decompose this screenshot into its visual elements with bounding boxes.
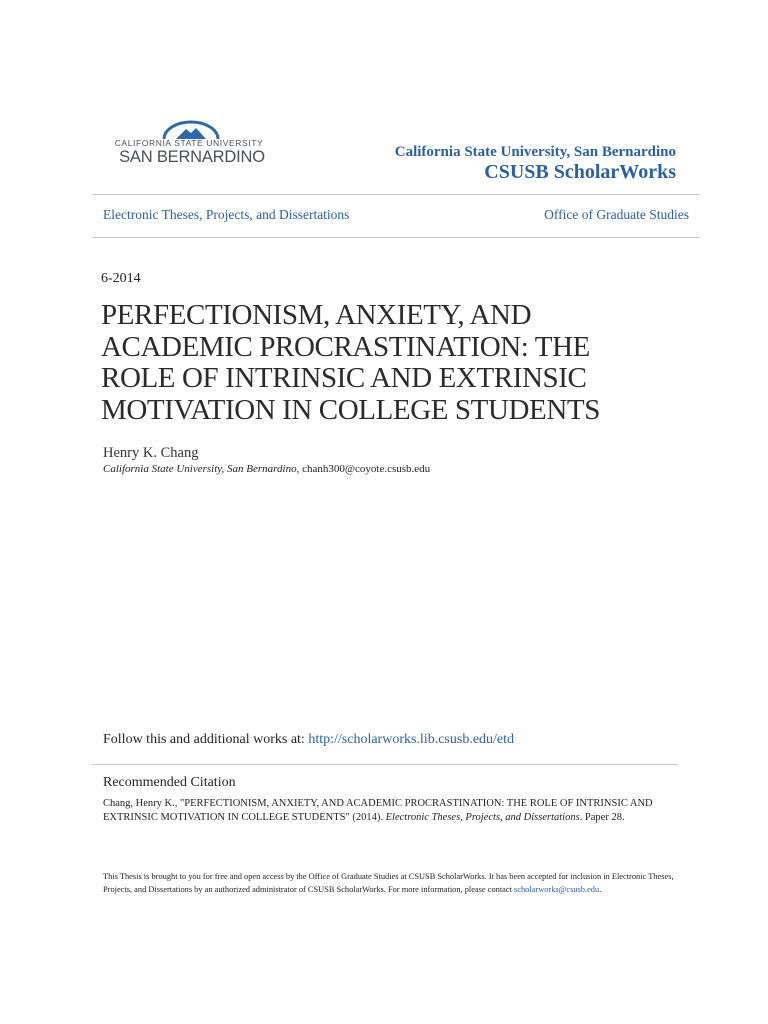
logo-line1: CALIFORNIA STATE UNIVERSITY xyxy=(114,138,264,148)
citation-series: Electronic Theses, Projects, and Dissertations xyxy=(385,811,580,823)
citation-heading: Recommended Citation xyxy=(103,775,236,790)
contact-email-link[interactable]: scholarworks@csusb.edu xyxy=(514,885,600,894)
divider-nav xyxy=(92,237,700,238)
title-line: ACADEMIC PROCRASTINATION: THE xyxy=(101,330,590,363)
follow-label: Follow this and additional works at: xyxy=(103,732,309,747)
logo-line2: SAN BERNARDINO xyxy=(119,148,265,166)
follow-line xyxy=(103,732,514,748)
mountain-arch-icon xyxy=(160,120,222,140)
affiliation-email[interactable]: , chanh300@coyote.csusb.edu xyxy=(296,463,431,475)
author-affiliation xyxy=(103,463,430,475)
institution-name: California State University, San Bernardino xyxy=(394,144,676,160)
notice-end: . xyxy=(599,885,602,894)
citation-paper: . Paper 28. xyxy=(579,811,625,823)
access-notice xyxy=(103,870,683,896)
citation-main: Chang, Henry K., "PERFECTIONISM, ANXIETY, AND ACADEMIC PROCRASTINATION: THE ROLE OF INTRINSIC AND EXTRINSIC MOTIVATION IN COLLEGE STUDENTS" (2014). xyxy=(103,798,653,823)
affiliation-institution: California State University, San Bernardino xyxy=(103,463,297,475)
publication-date: 6-2014 xyxy=(101,271,141,286)
citation-text xyxy=(103,797,673,824)
repository-name[interactable]: CSUSB ScholarWorks xyxy=(484,161,676,183)
title-line: MOTIVATION IN COLLEGE STUDENTS xyxy=(101,393,600,426)
divider-top xyxy=(92,194,700,195)
notice-text: This Thesis is brought to you for free and open access by the Office of Graduate Studies at CSUSB ScholarWorks. It has been accepted for inclusion in Electronic Theses, Projects, and Dissertations by an authorized administrator of CSUSB ScholarWorks. For more information, please contact xyxy=(103,872,674,894)
title-line: ROLE OF INTRINSIC AND EXTRINSIC xyxy=(101,362,587,394)
etd-url-link[interactable]: http://scholarworks.lib.csusb.edu/etd xyxy=(308,732,515,747)
university-logo xyxy=(112,120,272,172)
office-link[interactable]: Office of Graduate Studies xyxy=(544,207,689,222)
title-line: PERFECTIONISM, ANXIETY, AND xyxy=(101,299,532,331)
divider-citation xyxy=(92,764,678,765)
document-title xyxy=(101,300,661,426)
author-name: Henry K. Chang xyxy=(103,445,199,461)
series-link[interactable]: Electronic Theses, Projects, and Dissertations xyxy=(103,207,350,222)
